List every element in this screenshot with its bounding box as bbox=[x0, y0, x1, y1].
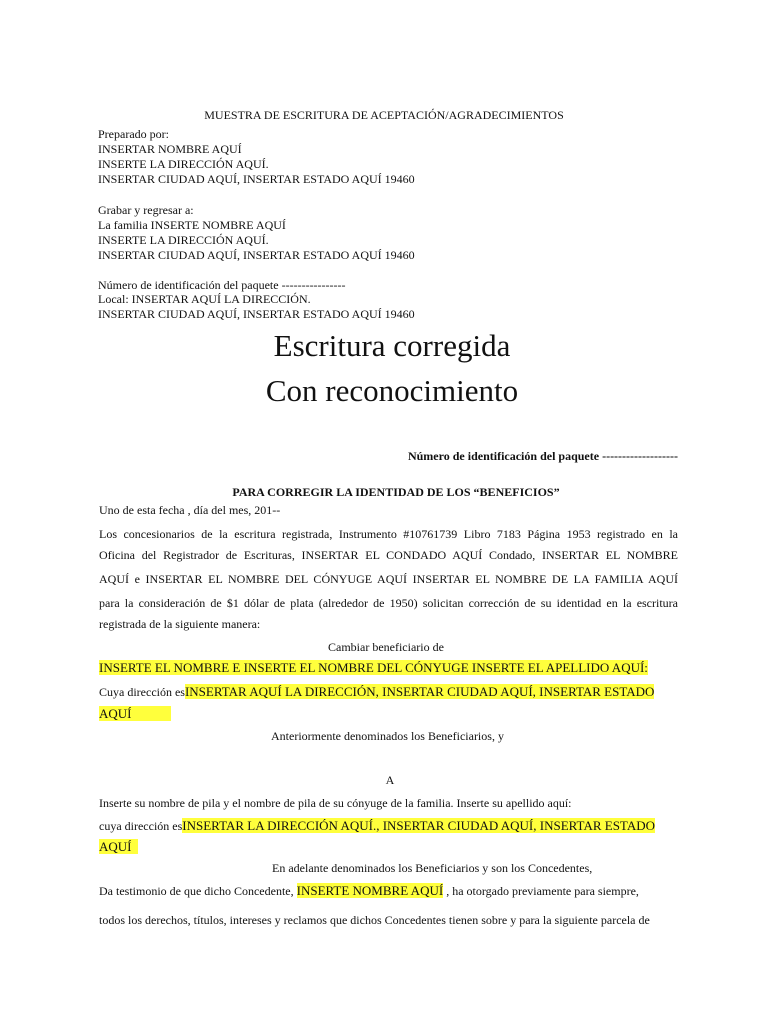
address-prefix-1: Cuya dirección es bbox=[99, 685, 185, 699]
paragraph-line-4: para la consideración de $1 dólar de plata (alrededor de 1950) solicitan corrección de su identidad en la escritura bbox=[99, 596, 678, 610]
rights-line: todos los derechos, títulos, intereses y reclamos que dichos Concedentes tienen sobre y para la siguiente parcela de bbox=[99, 913, 650, 927]
address-cont-highlight-1: AQUÍ bbox=[99, 706, 171, 721]
to-letter: A bbox=[385, 773, 395, 787]
testimony-prefix: Da testimonio de que dicho Concedente, bbox=[99, 884, 297, 898]
address-cont-line-2 bbox=[99, 838, 138, 856]
address-line-2 bbox=[99, 817, 655, 835]
address-highlight-1: INSERTAR AQUÍ LA DIRECCIÓN, INSERTAR CIUDAD AQUÍ, INSERTAR ESTADO bbox=[184, 684, 655, 699]
parcel-city-state: INSERTAR CIUDAD AQUÍ, INSERTAR ESTADO AQUÍ 19460 bbox=[98, 307, 415, 321]
paragraph-line-2: Oficina del Registrador de Escrituras, INSERTAR EL CONDADO AQUÍ Condado, INSERTAR EL NOMBRE bbox=[99, 548, 678, 562]
insert-names-line: Inserte su nombre de pila y el nombre de pila de su cónyuge de la familia. Inserte su apellido aquí: bbox=[99, 796, 572, 810]
deed-subtitle: Con reconocimiento bbox=[265, 373, 519, 408]
beneficiary-names-line bbox=[99, 659, 648, 677]
address-cont-line-1 bbox=[99, 705, 171, 723]
prepared-name: INSERTAR NOMBRE AQUÍ bbox=[98, 142, 242, 156]
paragraph-line-3: AQUÍ e INSERTAR EL NOMBRE DEL CÓNYUGE AQUÍ INSERTAR EL NOMBRE DE LA FAMILIA AQUÍ bbox=[99, 572, 678, 586]
address-cont-highlight-2: AQUÍ bbox=[99, 839, 138, 854]
address-line-1 bbox=[99, 683, 654, 701]
paragraph-line-5: registrada de la siguiente manera: bbox=[99, 617, 261, 631]
document-title: MUESTRA DE ESCRITURA DE ACEPTACIÓN/AGRADECIMIENTOS bbox=[204, 108, 564, 122]
parcel-id-label: Número de identificación del paquete ---------------- bbox=[98, 278, 346, 292]
change-beneficiary-line: Cambiar beneficiario de bbox=[328, 640, 444, 654]
parcel-id-number: Número de identificación del paquete ------------------- bbox=[407, 449, 678, 463]
address-prefix-2: cuya dirección es bbox=[99, 819, 183, 833]
paragraph-line-1: Los concesionarios de la escritura registrada, Instrumento #10761739 Libro 7183 Página 1953 registrado en la bbox=[99, 527, 678, 541]
deed-main-title: Escritura corregida bbox=[273, 328, 511, 363]
return-city-state: INSERTAR CIUDAD AQUÍ, INSERTAR ESTADO AQUÍ 19460 bbox=[98, 248, 415, 262]
return-name: La familia INSERTE NOMBRE AQUÍ bbox=[98, 218, 286, 232]
testimony-suffix: , ha otorgado previamente para siempre, bbox=[443, 884, 639, 898]
prepared-address: INSERTE LA DIRECCIÓN AQUÍ. bbox=[98, 157, 269, 171]
hereinafter-line: En adelante denominados los Beneficiarios y son los Concedentes, bbox=[272, 861, 593, 875]
prepared-by-label: Preparado por: bbox=[98, 127, 169, 141]
return-to-label: Grabar y regresar a: bbox=[98, 203, 194, 217]
parcel-location: Local: INSERTAR AQUÍ LA DIRECCIÓN. bbox=[98, 292, 311, 306]
address-highlight-2: INSERTAR LA DIRECCIÓN AQUÍ., INSERTAR CIUDAD AQUÍ, INSERTAR ESTADO bbox=[182, 818, 655, 833]
formerly-line: Anteriormente denominados los Beneficiarios, y bbox=[271, 729, 504, 743]
beneficiary-names-highlight: INSERTE EL NOMBRE E INSERTE EL NOMBRE DEL CÓNYUGE INSERTE EL APELLIDO AQUÍ: bbox=[99, 660, 648, 675]
testimony-highlight: INSERTE NOMBRE AQUÍ bbox=[296, 883, 444, 898]
return-address: INSERTE LA DIRECCIÓN AQUÍ. bbox=[98, 233, 269, 247]
prepared-city-state: INSERTAR CIUDAD AQUÍ, INSERTAR ESTADO AQUÍ 19460 bbox=[98, 172, 415, 186]
section-heading: PARA CORREGIR LA IDENTIDAD DE LOS “BENEFICIOS” bbox=[232, 485, 560, 499]
testimony-line bbox=[99, 882, 639, 900]
date-line: Uno de esta fecha , día del mes, 201-- bbox=[99, 503, 281, 517]
